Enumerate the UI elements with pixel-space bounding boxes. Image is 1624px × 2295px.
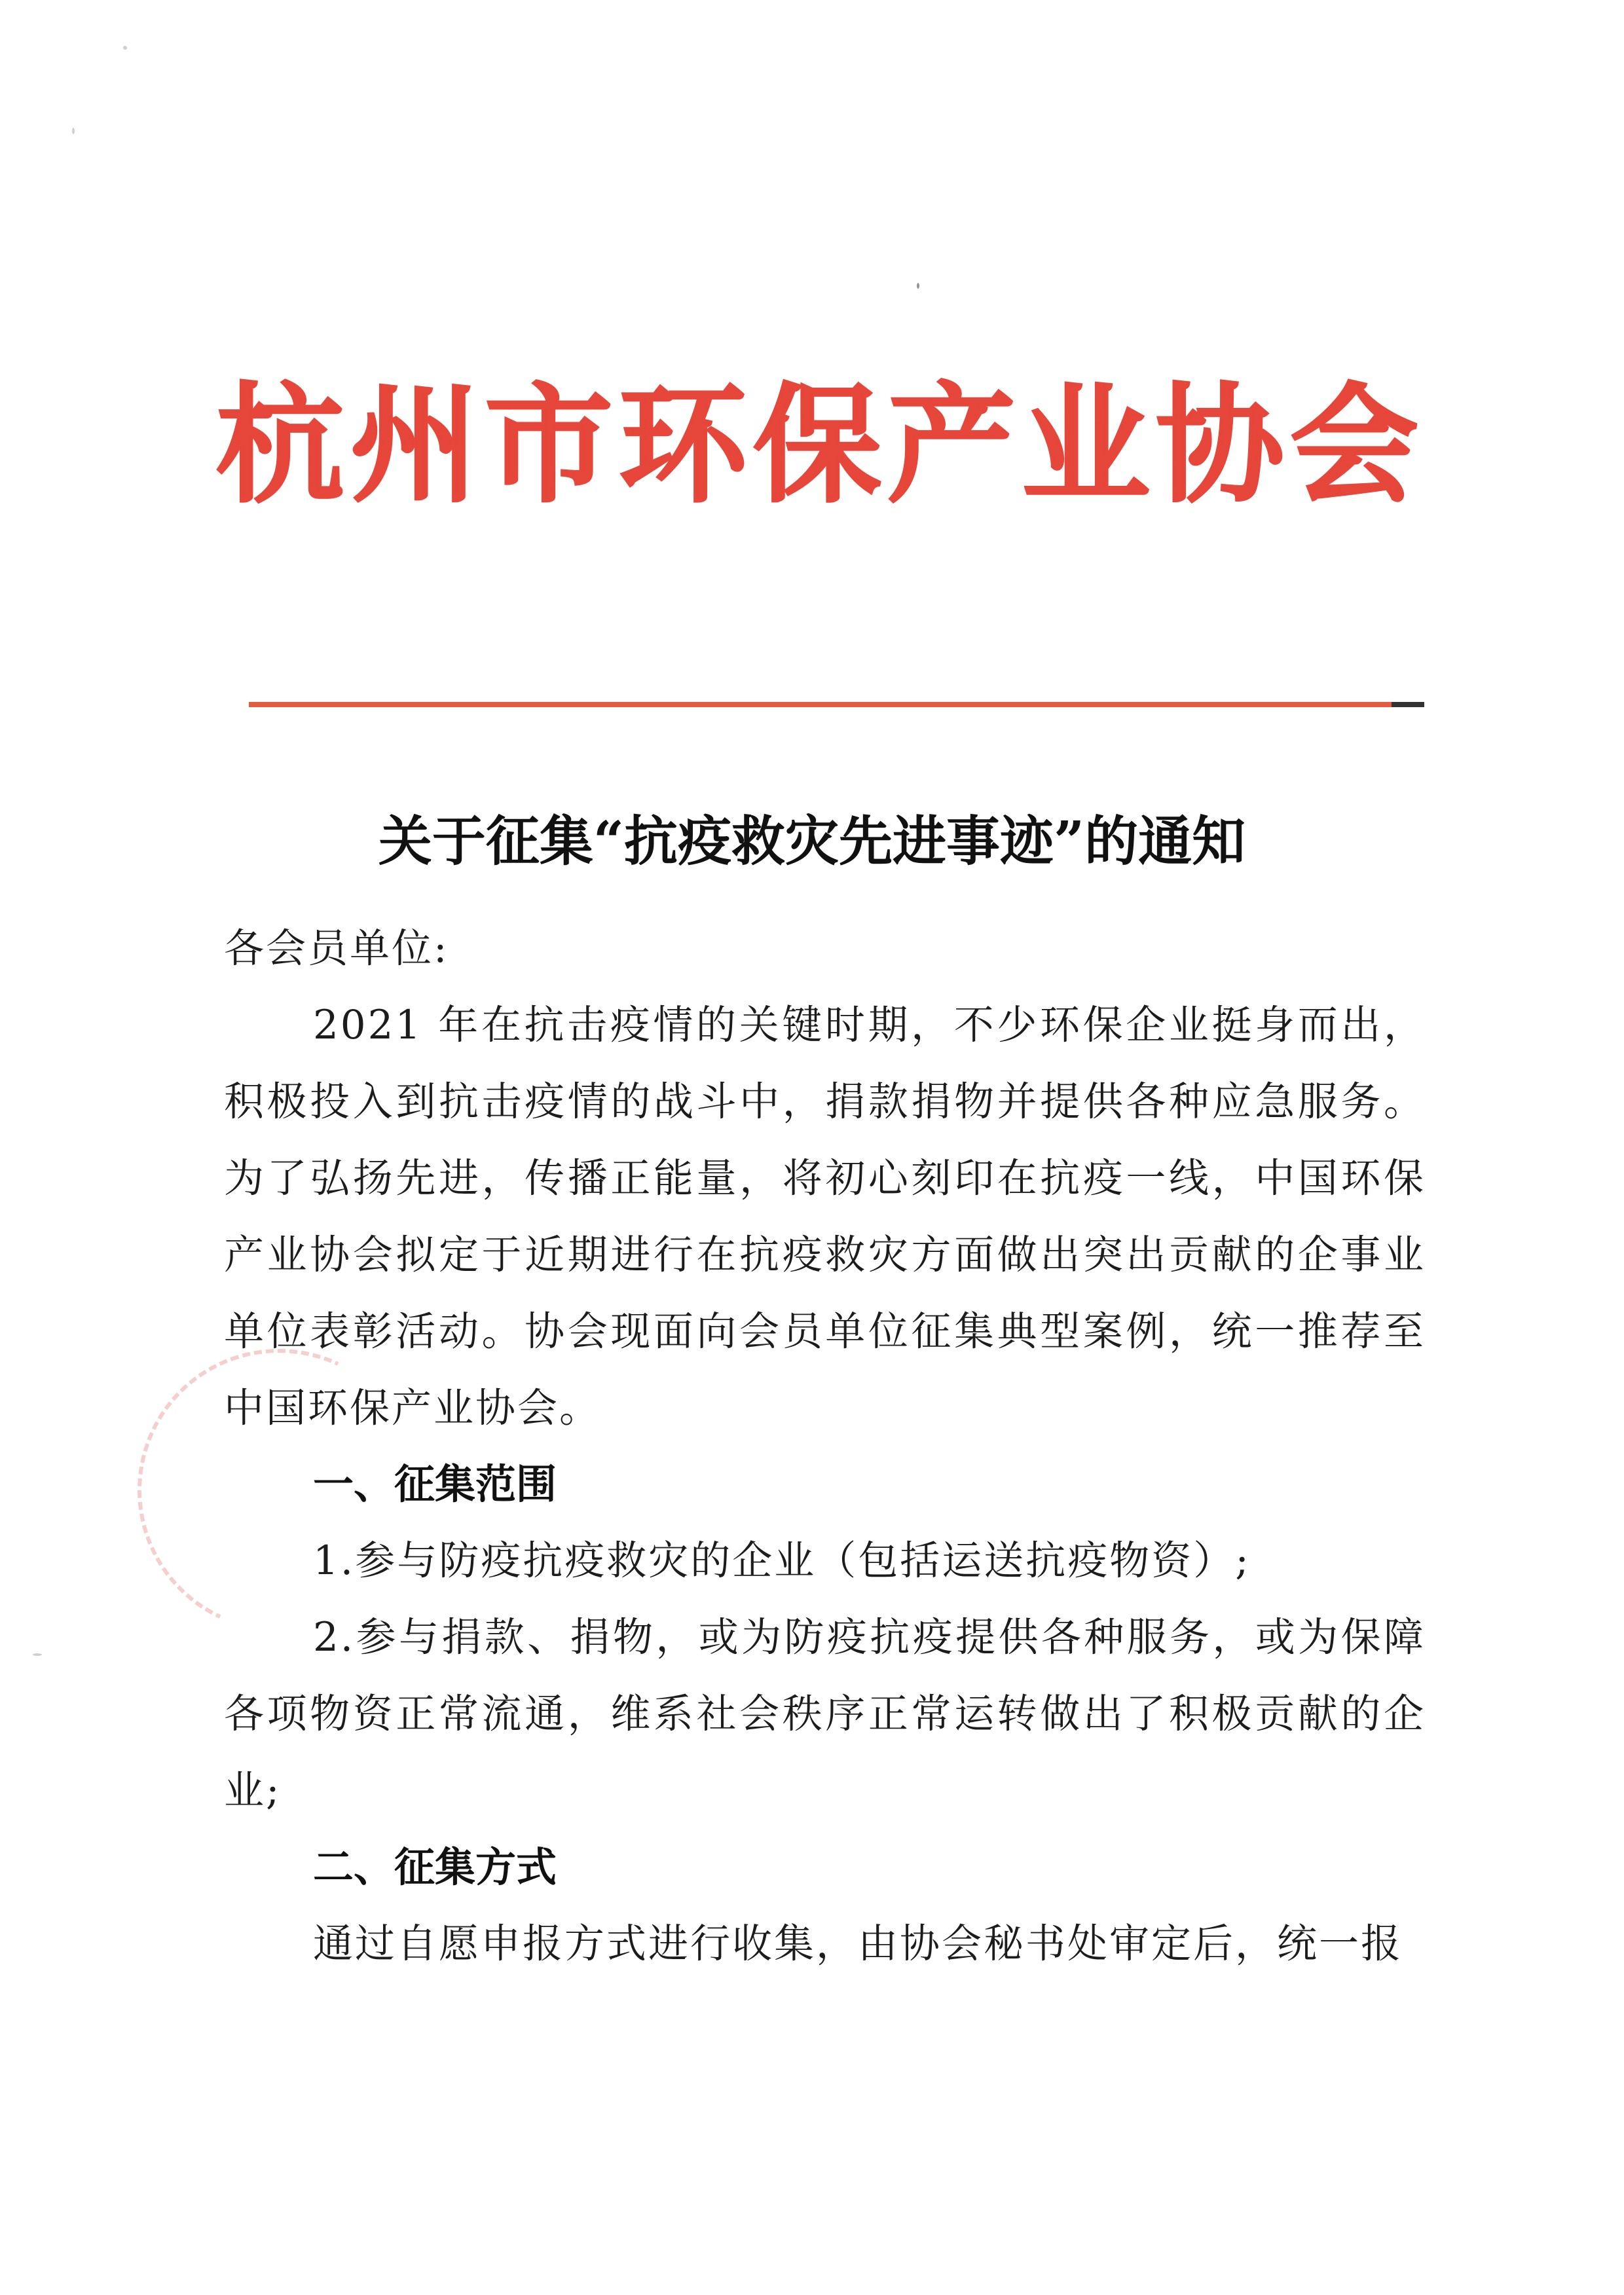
letterhead-rule-end-mark [1392,702,1424,707]
letterhead-organization-name: 杭州市环保产业协会 [216,370,1421,521]
salutation: 各会员单位: [224,925,449,972]
section-heading-scope: 一、征集范围 [313,1460,557,1508]
scan-speck [123,46,127,50]
notice-title: 关于征集“抗疫救灾先进事迹”的通知 [378,810,1246,873]
method-paragraph: 通过自愿申报方式进行收集，由协会秘书处审定后，统一报 [313,1920,1403,1967]
scan-speck [33,1653,42,1656]
section-heading-method: 二、征集方式 [313,1843,557,1891]
scan-speck [917,283,919,289]
intro-paragraph: 2021 年在抗击疫情的关键时期，不少环保企业挺身而出，积极投入到抗击疫情的战斗中，捐款捐物并提供各种应急服务。为了弘扬先进，传播正能量，将初心刻印在抗疫一线，中国环保产业协会拟定于近期进行在抗疫救灾方面做出突出贡献的企事业单位表彰活动。协会现面向会员单位征集典型案例，统一推荐至中国环保产业协会。 [224,1002,1426,1431]
scan-speck [72,128,75,134]
scope-item-1: 1.参与防疫抗疫救灾的企业（包括运送抗疫物资）; [313,1537,1251,1584]
letterhead-red-rule [249,702,1424,707]
scope-item-2: 2.参与捐款、捐物，或为防疫抗疫提供各种服务，或为保障各项物资正常流通，维系社会秩序正常运转做出了积极贡献的企业; [224,1614,1426,1814]
